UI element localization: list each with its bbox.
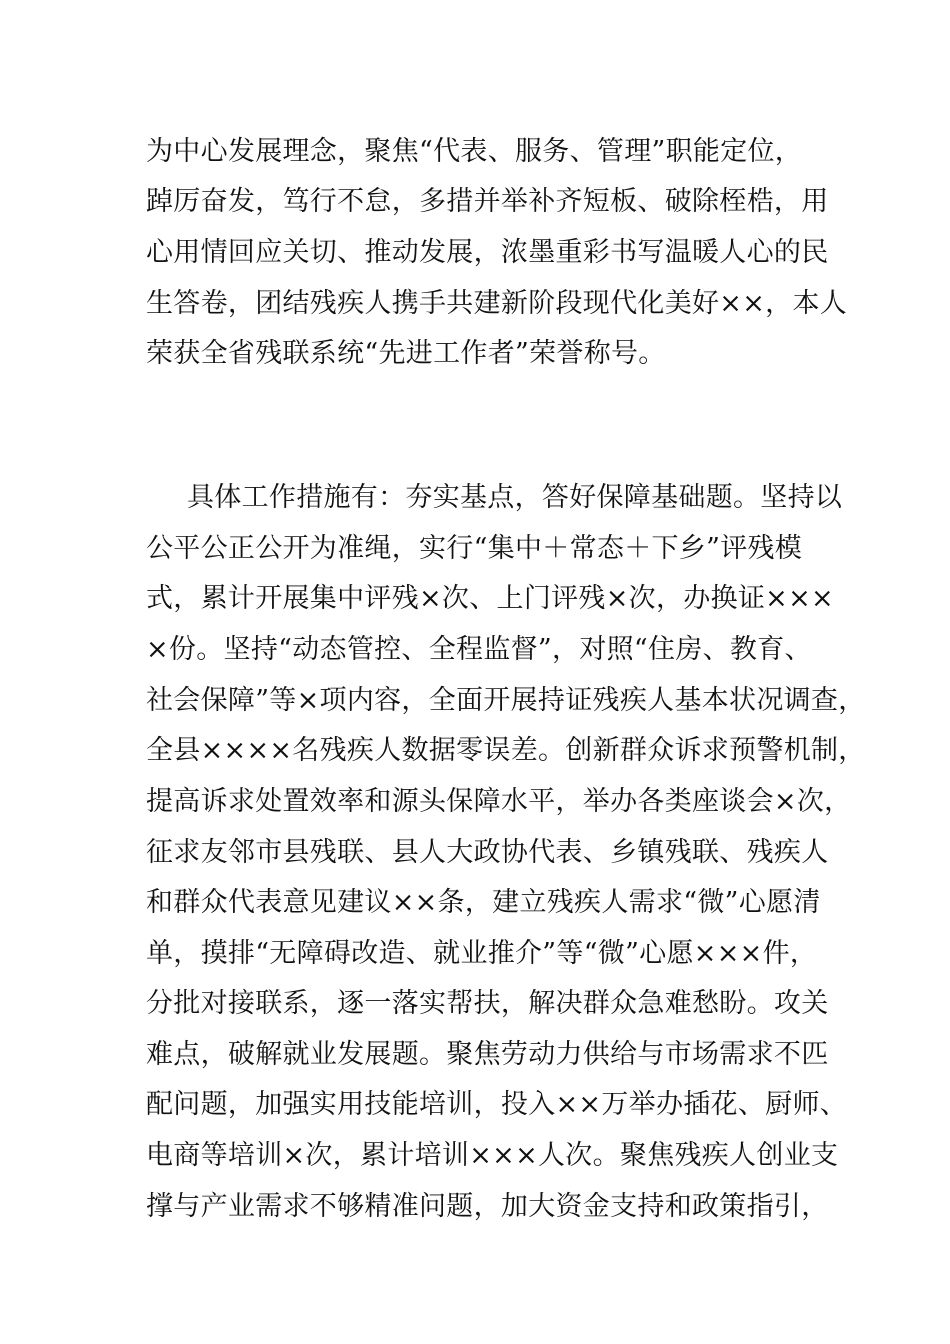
- paragraph-2-line: 式，累计开展集中评残×次、上门评残×次，办换证×××: [146, 583, 834, 614]
- paragraph-2-line: 和群众代表意见建议××条，建立残疾人需求“微”心愿清: [146, 887, 821, 918]
- paragraph-2-line: 公平公正公开为准绳，实行“集中＋常态＋下乡”评残模: [146, 533, 803, 564]
- paragraph-2-line: 具体工作措施有：夯实基点，答好保障基础题。坚持以: [187, 482, 843, 513]
- paragraph-1-line: 心用情回应关切、推动发展，浓墨重彩书写温暖人心的民: [146, 237, 829, 268]
- paragraph-2-line: 全县××××名残疾人数据零误差。创新群众诉求预警机制，: [146, 735, 866, 766]
- paragraph-2-line: 社会保障”等×项内容，全面开展持证残疾人基本状况调查，: [146, 685, 866, 716]
- paragraph-2-line: 提高诉求处置效率和源头保障水平，举办各类座谈会×次，: [146, 786, 852, 817]
- paragraph-2-line: ×份。坚持“动态管控、全程监督”，对照“住房、教育、: [146, 634, 812, 665]
- paragraph-1-line: 生答卷，团结残疾人携手共建新阶段现代化美好××，本人: [146, 288, 848, 319]
- paragraph-1-line: 踔厉奋发，笃行不怠，多措并举补齐短板、破除桎梏，用: [146, 186, 829, 217]
- paragraph-2-line: 撑与产业需求不够精准问题，加大资金支持和政策指引，: [146, 1191, 829, 1222]
- paragraph-1-line: 荣获全省残联系统“先进工作者”荣誉称号。: [146, 338, 666, 369]
- paragraph-2-line: 配问题，加强实用技能培训，投入××万举办插花、厨师、: [146, 1089, 848, 1120]
- paragraph-2-line: 征求友邻市县残联、县人大政协代表、乡镇残联、残疾人: [146, 837, 829, 868]
- paragraph-1-line: 为中心发展理念，聚焦“代表、服务、管理”职能定位，: [146, 136, 803, 167]
- paragraph-2-line: 电商等培训×次，累计培训×××人次。聚焦残疾人创业支: [146, 1140, 839, 1171]
- paragraph-2-line: 分批对接联系，逐一落实帮扶，解决群众急难愁盼。攻关: [146, 988, 829, 1019]
- paragraph-2-line: 单，摸排“无障碍改造、就业推介”等“微”心愿×××件，: [146, 938, 818, 969]
- paragraph-2-line: 难点，破解就业发展题。聚焦劳动力供给与市场需求不匹: [146, 1039, 829, 1070]
